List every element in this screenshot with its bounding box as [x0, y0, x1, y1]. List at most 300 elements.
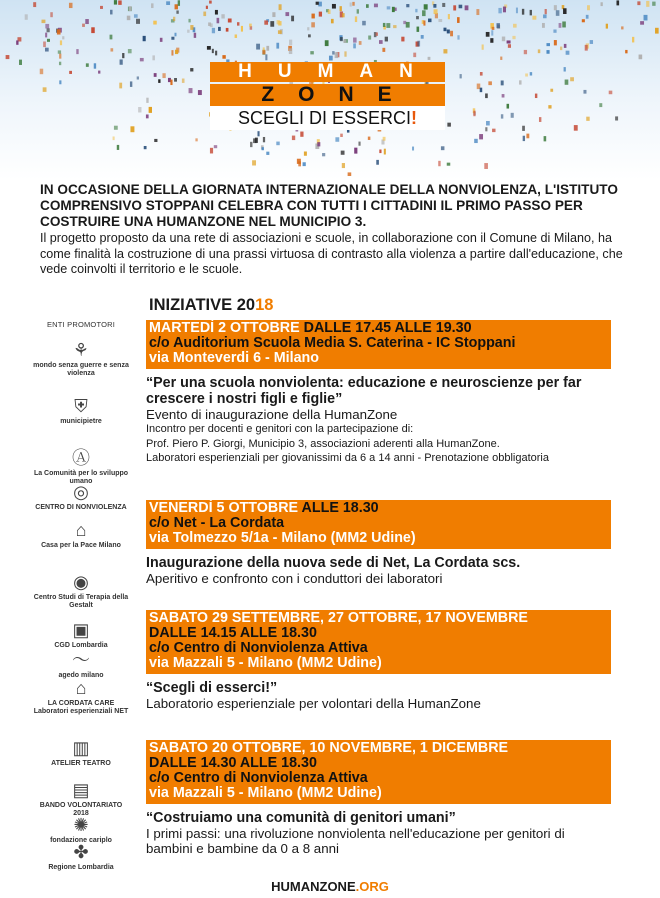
- crowd-person-dot: [434, 9, 438, 14]
- crowd-person-dot: [479, 134, 483, 139]
- crowd-person-dot: [485, 127, 487, 131]
- crowd-person-dot: [50, 12, 53, 17]
- crowd-person-dot: [289, 40, 292, 45]
- crowd-person-dot: [171, 50, 173, 55]
- crowd-person-dot: [153, 21, 156, 25]
- crowd-person-dot: [312, 14, 315, 19]
- crowd-person-dot: [114, 126, 118, 130]
- crowd-person-dot: [355, 16, 357, 22]
- crowd-person-dot: [566, 51, 570, 55]
- crowd-person-dot: [368, 137, 371, 140]
- crowd-person-dot: [501, 80, 504, 85]
- crowd-person-dot: [503, 7, 506, 13]
- crowd-person-dot: [266, 152, 269, 155]
- crowd-person-dot: [289, 48, 292, 54]
- crowd-person-dot: [546, 50, 549, 54]
- crowd-person-dot: [358, 142, 360, 146]
- event-1-detail: Prof. Piero P. Giorgi, Municipio 3, associazioni aderenti alla HumanZone.: [146, 437, 500, 450]
- humanzone-logo: [210, 62, 445, 130]
- crowd-person-dot: [118, 0, 121, 4]
- crowd-person-dot: [586, 15, 589, 19]
- crowd-person-dot: [146, 98, 148, 103]
- crowd-person-dot: [322, 153, 325, 156]
- promoter-name: mondo senza guerre e senza violenza: [33, 362, 129, 377]
- crowd-person-dot: [175, 50, 178, 54]
- logo-tagline: SCEGLI DI ESSERCI!: [210, 106, 445, 130]
- crowd-person-dot: [45, 24, 49, 29]
- event-1-detail: Laboratori esperienziali per giovanissimi da 6 a 14 anni - Prenotazione obbligatoria: [146, 452, 549, 464]
- crowd-person-dot: [319, 12, 322, 17]
- crowd-person-dot: [343, 40, 346, 43]
- crowd-person-dot: [382, 48, 385, 52]
- bando-icon: ▤: [72, 780, 90, 800]
- crowd-person-dot: [348, 172, 352, 176]
- promoter-name: agedo milano: [58, 672, 104, 679]
- crowd-person-dot: [442, 3, 445, 7]
- event-address: via Mazzali 5 - Milano (MM2 Udine): [149, 785, 382, 801]
- crowd-person-dot: [329, 56, 333, 61]
- crowd-person-dot: [406, 22, 410, 28]
- crowd-person-dot: [523, 136, 525, 141]
- crowd-person-dot: [318, 2, 322, 7]
- event-address: via Monteverdi 6 - Milano: [149, 350, 320, 366]
- crowd-person-dot: [58, 50, 61, 53]
- crowd-person-dot: [392, 7, 395, 12]
- crowd-person-dot: [206, 6, 208, 9]
- crowd-person-dot: [376, 32, 378, 35]
- crowd-person-dot: [110, 35, 113, 40]
- crowd-person-dot: [353, 43, 356, 48]
- crowd-person-dot: [128, 49, 132, 53]
- crowd-person-dot: [255, 138, 258, 143]
- crowd-person-dot: [492, 27, 495, 30]
- crowd-person-dot: [215, 51, 217, 56]
- crowd-person-dot: [359, 41, 362, 45]
- agedo-icon: ～: [72, 650, 90, 670]
- crowd-person-dot: [143, 36, 146, 41]
- promoter-logo: [32, 520, 130, 550]
- crowd-person-dot: [490, 38, 493, 43]
- crowd-person-dot: [340, 6, 342, 11]
- crowd-person-dot: [86, 63, 89, 67]
- event-1-detail: Incontro per docenti e genitori con la partecipazione di:: [146, 423, 414, 435]
- crowd-person-dot: [217, 18, 220, 23]
- crowd-person-dot: [366, 4, 369, 8]
- crowd-person-dot: [387, 6, 391, 9]
- crowd-person-dot: [563, 8, 566, 14]
- promoter-name: Casa per la Pace Milano: [41, 542, 121, 549]
- promoters-heading: ENTI PROMOTORI: [46, 320, 116, 329]
- crowd-person-dot: [114, 0, 117, 4]
- promoter-name: Centro Studi di Terapia della Gestalt: [33, 594, 129, 609]
- crowd-person-dot: [368, 36, 371, 40]
- crowd-person-dot: [331, 19, 334, 23]
- crowd-person-dot: [486, 121, 490, 126]
- crowd-person-dot: [353, 38, 356, 43]
- event-date: VENERDÌ 5 OTTOBRE: [149, 500, 302, 516]
- crowd-person-dot: [332, 51, 334, 54]
- promoters-sidebar: [32, 320, 130, 871]
- crowd-person-dot: [252, 160, 256, 165]
- crowd-person-dot: [484, 163, 488, 169]
- crowd-person-dot: [117, 145, 119, 150]
- crowd-person-dot: [210, 23, 213, 27]
- crowd-person-dot: [340, 37, 343, 41]
- crowd-person-dot: [138, 107, 141, 112]
- event-date: SABATO 29 SETTEMBRE, 27 OTTOBRE, 17 NOVEMBRE: [149, 610, 528, 626]
- crowd-person-dot: [362, 21, 366, 26]
- crowd-person-dot: [47, 39, 50, 42]
- crowd-person-dot: [535, 94, 537, 98]
- crowd-person-dot: [59, 54, 61, 59]
- crowd-person-dot: [457, 17, 460, 23]
- crowd-person-dot: [152, 55, 155, 60]
- crowd-person-dot: [646, 1, 649, 7]
- crowd-person-dot: [149, 107, 152, 113]
- crowd-person-dot: [616, 0, 619, 5]
- crowd-person-dot: [335, 137, 339, 142]
- crowd-person-dot: [587, 5, 590, 10]
- crowd-person-dot: [465, 5, 469, 10]
- crowd-person-dot: [507, 104, 510, 109]
- crowd-person-dot: [488, 81, 492, 85]
- crowd-person-dot: [443, 49, 447, 53]
- crowd-person-dot: [637, 1, 640, 5]
- crowd-person-dot: [85, 19, 89, 24]
- promoter-logo: [32, 572, 130, 610]
- crowd-person-dot: [57, 29, 61, 34]
- event-time: DALLE 14.30 ALLE 18.30: [149, 755, 317, 771]
- crowd-person-dot: [222, 55, 225, 59]
- hero-banner: [0, 0, 660, 180]
- event-venue: c/o Centro di Nonviolenza Attiva: [149, 770, 368, 786]
- promoter-name: ATELIER TEATRO: [51, 760, 111, 767]
- crowd-person-dot: [415, 9, 417, 12]
- event-4-title: “Costruiamo una comunità di genitori umani”: [146, 810, 456, 826]
- crowd-person-dot: [459, 5, 463, 9]
- crowd-person-dot: [491, 30, 493, 35]
- crowd-person-dot: [189, 88, 193, 93]
- crowd-person-dot: [59, 62, 61, 65]
- crowd-person-dot: [599, 103, 602, 107]
- crowd-person-dot: [564, 67, 566, 71]
- crowd-person-dot: [601, 2, 603, 6]
- crowd-person-dot: [188, 19, 190, 23]
- crowd-person-dot: [221, 14, 224, 18]
- crowd-person-dot: [447, 123, 451, 127]
- crowd-person-dot: [45, 48, 49, 52]
- crowd-person-dot: [530, 10, 532, 15]
- crowd-person-dot: [265, 54, 267, 60]
- crowd-person-dot: [585, 45, 588, 51]
- crowd-person-dot: [422, 10, 426, 16]
- crowd-person-dot: [522, 126, 525, 131]
- crowd-person-dot: [207, 46, 211, 50]
- crowd-person-dot: [447, 30, 450, 34]
- crowd-person-dot: [501, 114, 503, 118]
- crowd-person-dot: [644, 15, 648, 21]
- crowd-person-dot: [543, 14, 547, 18]
- event-3-info-box: [146, 610, 611, 674]
- crowd-person-dot: [556, 10, 560, 16]
- crowd-person-dot: [144, 146, 147, 149]
- crowd-person-dot: [235, 34, 237, 38]
- crowd-person-dot: [40, 69, 43, 75]
- crowd-person-dot: [195, 138, 197, 141]
- event-venue: c/o Centro di Nonviolenza Attiva: [149, 640, 368, 656]
- crowd-person-dot: [383, 137, 386, 141]
- event-address: via Mazzali 5 - Milano (MM2 Udine): [149, 655, 382, 671]
- crowd-person-dot: [113, 136, 115, 140]
- crowd-person-dot: [524, 50, 527, 54]
- crowd-person-dot: [276, 142, 279, 146]
- crowd-person-dot: [173, 17, 175, 21]
- crowd-person-dot: [60, 40, 62, 45]
- crowd-person-dot: [453, 5, 456, 10]
- initiatives-title: INIZIATIVE 2018: [149, 296, 274, 314]
- event-1-title: “Per una scuola nonviolenta: educazione e neuroscienze per far crescere i nostri figli e figlie”: [146, 375, 582, 407]
- crowd-person-dot: [342, 13, 344, 17]
- crowd-person-dot: [171, 37, 174, 40]
- crowd-person-dot: [383, 23, 386, 27]
- crowd-person-dot: [250, 142, 252, 147]
- crowd-person-dot: [590, 40, 593, 44]
- crowd-person-dot: [98, 71, 100, 74]
- crowd-person-dot: [447, 163, 451, 166]
- crowd-person-dot: [241, 26, 243, 32]
- crowd-person-dot: [416, 16, 419, 19]
- crowd-person-dot: [308, 34, 311, 37]
- crowd-person-dot: [162, 73, 165, 78]
- crowd-person-dot: [539, 117, 541, 122]
- crowd-person-dot: [548, 105, 551, 108]
- crowd-person-dot: [325, 40, 329, 46]
- crowd-person-dot: [357, 9, 359, 13]
- crowd-person-dot: [639, 55, 643, 60]
- promoter-name: La Comunità per lo sviluppo umano: [33, 470, 129, 485]
- crowd-person-dot: [130, 126, 134, 132]
- crowd-person-dot: [69, 71, 72, 74]
- crowd-person-dot: [609, 91, 613, 95]
- crowd-person-dot: [632, 37, 634, 43]
- crowd-person-dot: [385, 37, 388, 42]
- crowd-person-dot: [285, 12, 289, 16]
- crowd-person-dot: [91, 27, 94, 33]
- event-1-info-box: [146, 320, 611, 369]
- event-4-info-box: [146, 740, 611, 804]
- crowd-person-dot: [69, 3, 73, 8]
- crowd-person-dot: [428, 19, 431, 23]
- crowd-person-dot: [502, 37, 505, 42]
- crowd-person-dot: [553, 29, 556, 32]
- crowd-person-dot: [160, 38, 163, 42]
- crowd-person-dot: [606, 24, 608, 29]
- footer-website[interactable]: HUMANZONE.ORG: [271, 879, 389, 894]
- crowd-person-dot: [187, 30, 189, 33]
- crowd-person-dot: [554, 40, 557, 45]
- crowd-person-dot: [424, 4, 428, 9]
- crowd-person-dot: [516, 8, 518, 14]
- crowd-person-dot: [303, 162, 306, 166]
- promoter-logo: [32, 678, 130, 716]
- crowd-person-dot: [226, 28, 229, 32]
- crowd-person-dot: [438, 161, 440, 166]
- crowd-person-dot: [270, 21, 274, 27]
- crowd-person-dot: [218, 27, 221, 31]
- crowd-person-dot: [538, 49, 540, 53]
- crowd-person-dot: [621, 26, 623, 29]
- crowd-person-dot: [562, 21, 566, 27]
- crowd-person-dot: [154, 139, 157, 142]
- crowd-person-dot: [158, 79, 160, 83]
- promoter-logo: [32, 448, 130, 486]
- crowd-person-dot: [263, 137, 265, 142]
- crowd-person-dot: [570, 77, 574, 81]
- crowd-person-dot: [292, 136, 295, 140]
- crowd-person-dot: [278, 30, 282, 34]
- crowd-person-dot: [492, 129, 495, 132]
- event-venue: c/o Auditorium Scuola Media S. Caterina - IC Stoppani: [149, 335, 516, 351]
- crowd-person-dot: [379, 40, 383, 44]
- crowd-person-dot: [522, 9, 524, 15]
- crowd-person-dot: [175, 4, 178, 9]
- crowd-person-dot: [272, 12, 275, 17]
- crowd-person-dot: [19, 60, 22, 65]
- event-1-subtitle: Evento di inaugurazione della HumanZone: [146, 407, 398, 422]
- crowd-person-dot: [560, 47, 562, 51]
- crowd-person-dot: [262, 147, 264, 150]
- crowd-person-dot: [423, 20, 425, 25]
- crowd-person-dot: [16, 40, 18, 44]
- promoter-logo: [32, 842, 130, 872]
- event-2-title: Inaugurazione della nuova sede di Net, La Cordata scs.: [146, 555, 521, 571]
- crowd-person-dot: [110, 10, 112, 15]
- crowd-person-dot: [182, 79, 185, 83]
- crowd-person-dot: [266, 46, 269, 51]
- crowd-person-dot: [210, 148, 213, 154]
- crowd-person-dot: [526, 134, 529, 139]
- crowd-person-dot: [652, 2, 655, 6]
- crowd-person-dot: [640, 21, 644, 25]
- crowd-person-dot: [332, 4, 336, 9]
- crowd-person-dot: [655, 28, 659, 34]
- crowd-person-dot: [433, 4, 436, 8]
- event-2-subtitle: Aperitivo e confronto con i conduttori dei laboratori: [146, 571, 443, 586]
- crowd-person-dot: [129, 6, 132, 11]
- event-3-subtitle: Laboratorio esperienziale per volontari della HumanZone: [146, 696, 481, 711]
- crowd-person-dot: [209, 1, 212, 4]
- crowd-person-dot: [554, 5, 557, 10]
- promoter-name: LA CORDATA CARE Laboratori esperienziali NET: [33, 700, 129, 715]
- crowd-person-dot: [476, 9, 479, 15]
- promoter-name: municipietre: [60, 418, 102, 425]
- crowd-person-dot: [316, 2, 319, 5]
- crowd-person-dot: [137, 76, 139, 79]
- crowd-person-dot: [203, 12, 206, 17]
- crowd-person-dot: [512, 36, 515, 39]
- crowd-person-dot: [559, 23, 562, 28]
- crowd-person-dot: [119, 83, 122, 89]
- crowd-person-dot: [151, 3, 153, 8]
- crowd-person-dot: [545, 9, 547, 14]
- crowd-person-dot: [212, 49, 214, 53]
- logo-human: HUMAN: [210, 62, 445, 82]
- crowd-person-dot: [379, 149, 381, 153]
- crowd-person-dot: [25, 14, 28, 19]
- crowd-person-dot: [130, 81, 132, 86]
- crowd-person-dot: [277, 20, 280, 24]
- crowd-person-dot: [264, 20, 268, 24]
- crowd-person-dot: [94, 63, 96, 68]
- crowd-person-dot: [328, 9, 331, 14]
- intro-headline: IN OCCASIONE DELLA GIORNATA INTERNAZIONALE DELLA NONVIOLENZA, L'ISTITUTO COMPRENSIVO STOPPANI CELEBRA CON TUTTI I CITTADINI IL PRIMO PASSO PER COSTRUIRE UNA HUMANZONE NEL MUNICIPIO 3.: [40, 182, 618, 229]
- crowd-person-dot: [486, 32, 490, 37]
- crowd-person-dot: [298, 161, 301, 166]
- crowd-person-dot: [401, 37, 404, 42]
- crowd-person-dot: [532, 16, 536, 20]
- crowd-person-dot: [485, 93, 488, 98]
- crowd-person-dot: [140, 58, 144, 61]
- crowd-person-dot: [352, 2, 354, 6]
- crowd-person-dot: [386, 23, 390, 28]
- circle-a-icon: Ⓐ: [72, 448, 90, 468]
- crowd-person-dot: [127, 16, 131, 21]
- crowd-person-dot: [311, 22, 315, 27]
- crowd-person-dot: [615, 116, 618, 120]
- event-date: SABATO 20 OTTOBRE, 10 NOVEMBRE, 1 DICEMBRE: [149, 740, 509, 756]
- regione-lombardia-icon: ✤: [73, 842, 89, 862]
- crowd-person-dot: [174, 33, 176, 37]
- crowd-person-dot: [190, 68, 193, 71]
- crowd-person-dot: [441, 146, 445, 150]
- crowd-person-dot: [544, 136, 547, 141]
- promoter-logo: [32, 815, 130, 845]
- promoter-logo: [32, 482, 130, 512]
- crowd-person-dot: [457, 35, 459, 39]
- crowd-person-dot: [176, 10, 178, 13]
- crowd-person-dot: [625, 50, 627, 53]
- crowd-person-dot: [374, 4, 378, 8]
- crowd-person-dot: [384, 149, 386, 155]
- cgd-icon: ▣: [72, 620, 90, 640]
- crowd-person-dot: [215, 10, 218, 15]
- crowd-person-dot: [354, 148, 357, 154]
- event-3: [146, 610, 611, 711]
- promoter-name: CGD Lombardia: [54, 642, 108, 649]
- crowd-person-dot: [42, 20, 46, 23]
- crowd-person-dot: [214, 145, 217, 148]
- crowd-person-dot: [350, 2, 352, 6]
- event-3-title: “Scegli di esserci!”: [146, 680, 278, 696]
- crowd-person-dot: [279, 4, 282, 10]
- spiral-icon: ◉: [73, 572, 89, 592]
- event-4: [146, 740, 611, 856]
- crowd-person-dot: [498, 8, 501, 13]
- nonviolenza-center-icon: ◎: [73, 482, 89, 502]
- promoter-logo: [32, 738, 130, 768]
- crowd-person-dot: [413, 53, 416, 57]
- crowd-person-dot: [43, 41, 46, 47]
- crowd-person-dot: [170, 80, 172, 85]
- crowd-person-dot: [59, 80, 61, 84]
- crowd-person-dot: [178, 0, 180, 6]
- crowd-person-dot: [256, 44, 260, 50]
- crowd-person-dot: [502, 94, 505, 97]
- promoter-logo: [32, 396, 130, 426]
- event-time: ALLE 18.30: [301, 500, 379, 516]
- event-2-info-box: [146, 500, 611, 549]
- crowd-person-dot: [228, 18, 232, 22]
